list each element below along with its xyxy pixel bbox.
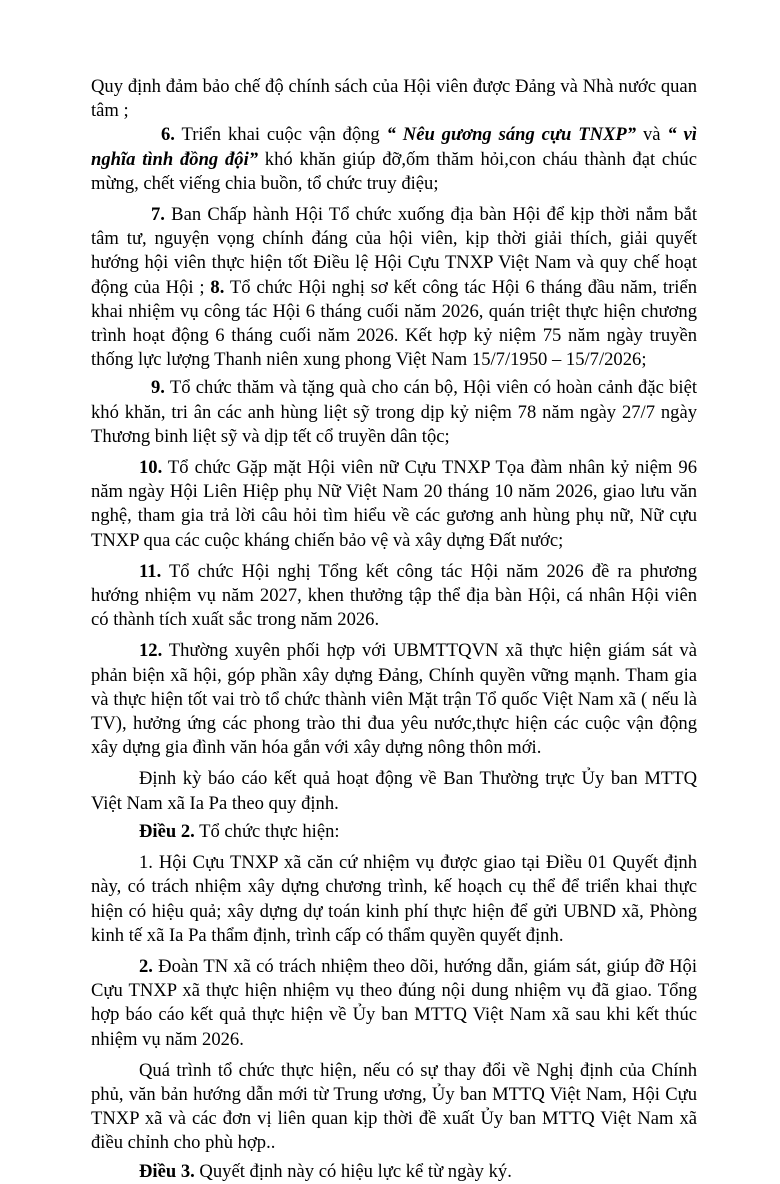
paragraph-text: Tổ chức Gặp mặt Hội viên nữ Cựu TNXP Tọa đàm nhân kỷ niệm 96 năm ngày Hội Liên Hiệp phụ Nữ Việt Nam 20 tháng 10 năm 2026, giao lưu văn nghệ, tham gia trả lời câu hỏi tìm hiểu về các gương anh hùng phụ nữ, Nữ cựu TNXP qua các cuộc kháng chiến bảo vệ và xây dựng Đất nước; [91,457,697,551]
paragraph-text: Tổ chức thăm và tặng quà cho cán bộ, Hội viên có hoàn cảnh đặc biệt khó khăn, tri ân các anh hùng liệt sỹ trong dịp kỷ niệm 78 năm ngày 27/7 ngày Thương binh liệt sỹ và dịp tết cổ truyền dân tộc; [91,377,697,447]
paragraph-text: 1. Hội Cựu TNXP xã căn cứ nhiệm vụ được giao tại Điều 01 Quyết định này, có trách nhiệm xây dựng chương trình, kế hoạch cụ thể để triển khai thực hiện có hiệu quả; xây dựng dự toán kinh phí thực hiện để gửi UBND xã, Phòng kinh tế xã Ia Pa thẩm định, trình cấp có thẩm quyền quyết định. [91,852,697,946]
article-label: Điều 2. [139,820,195,842]
paragraph-implementation [91,1059,697,1156]
item-number: 9. [151,377,165,399]
paragraph-text: Quy định đảm bảo chế độ chính sách của Hội viên được Đảng và Nhà nước quan tâm ; [91,76,697,122]
paragraph-text: Thường xuyên phối hợp với UBMTTQVN xã thực hiện giám sát và phản biện xã hội, góp phần xây dựng Đảng, Chính quyền vững mạnh. Tham gia và thực hiện tốt vai trò tổ chức thành viên Mặt trận Tổ quốc Việt Nam xã ( nếu là TV), hưởng ứng các phong trào thi đua yêu nước,thực hiện các cuộc vận động xây dựng gia đình văn hóa gắn với xây dựng nông thôn mới. [91,640,697,759]
paragraph-item-12 [91,639,697,760]
paragraph-text: Ban Chấp hành Hội Tổ chức xuống địa bàn Hội để kịp thời nắm bắt tâm tư, nguyện vọng chính đáng của hội viên, kịp thời giải thích, giải quyết hướng hội viên thực hiện tốt Điều lệ Hội Cựu TNXP Việt Nam và quy chế hoạt động của Hội ; [91,204,697,298]
document-body [91,75,697,1184]
article-2-heading [91,820,697,844]
paragraph-text: Đoàn TN xã có trách nhiệm theo dõi, hướng dẫn, giám sát, giúp đỡ Hội Cựu TNXP xã thực hiện nhiệm vụ theo đúng nội dung nhiệm vụ đã giao. Tổng hợp báo cáo kết quả thực hiện về Ủy ban MTTQ Việt Nam xã sau khi kết thúc nhiệm vụ năm 2026. [91,955,697,1050]
paragraph-item-6 [91,123,697,196]
paragraph-text: Tổ chức Hội nghị Tổng kết công tác Hội năm 2026 đề ra phương hướng nhiệm vụ năm 2027, khen thưởng tập thể địa bàn Hội, cá nhân Hội viên có thành tích xuất sắc trong năm 2026. [91,560,697,631]
item-number: 2. [139,955,153,977]
paragraph-text: Định kỳ báo cáo kết quả hoạt động về Ban Thường trực Ủy ban MTTQ Việt Nam xã Ia Pa theo quy định. [91,768,697,814]
item-number: 8. [210,276,225,298]
campaign-name: “ Nêu gương sáng cựu TNXP” [386,124,637,146]
paragraph-text: khó khăn giúp đỡ,ốm thăm hỏi,con cháu thành đạt chúc mừng, chết viếng chia buồn, tổ chức truy điệu; [91,148,697,194]
paragraph-article-2-item-1 [91,851,697,948]
paragraph-text: Tổ chức Hội nghị sơ kết công tác Hội 6 tháng đầu năm, triển khai nhiệm vụ công tác Hội 6 tháng cuối năm 2026, quán triệt thực hiện chương trình hoạt động 6 tháng cuối năm 2026. Kết hợp kỷ niệm 75 năm ngày truyền thống lực lượng Thanh niên xung phong Việt Nam 15/7/1950 – 15/7/2026; [91,276,697,371]
paragraph-text: Tổ chức thực hiện: [194,820,340,842]
campaign-name: “ vì nghĩa tình đồng đội” [91,124,697,170]
item-number: 10. [139,457,163,479]
paragraph-text: Quyết định này có hiệu lực kể từ ngày ký. [194,1160,512,1182]
paragraph-item-10 [91,456,697,553]
item-number: 7. [151,204,165,226]
paragraph-text: và [636,124,668,146]
article-label: Điều 3. [139,1160,195,1182]
paragraph-item-9 [91,376,697,449]
article-3 [91,1160,697,1184]
item-number: 6. [161,124,175,146]
paragraph-item-11 [91,560,697,633]
paragraph-report [91,767,697,815]
paragraph-item-7 [91,203,697,372]
paragraph-text: Quá trình tổ chức thực hiện, nếu có sự thay đổi về Nghị định của Chính phủ, văn bản hướng dẫn mới từ Trung ương, Ủy ban MTTQ Việt Nam, Hội Cựu TNXP xã và các đơn vị liên quan kịp thời đề xuất Ủy ban MTTQ Việt Nam xã điều chỉnh cho phù hợp.. [91,1059,697,1154]
item-number: 12. [139,640,163,662]
paragraph-article-2-item-2 [91,955,697,1052]
paragraph-text: Triển khai cuộc vận động [174,124,387,146]
item-number: 11. [139,560,162,582]
paragraph-policy [91,75,697,123]
